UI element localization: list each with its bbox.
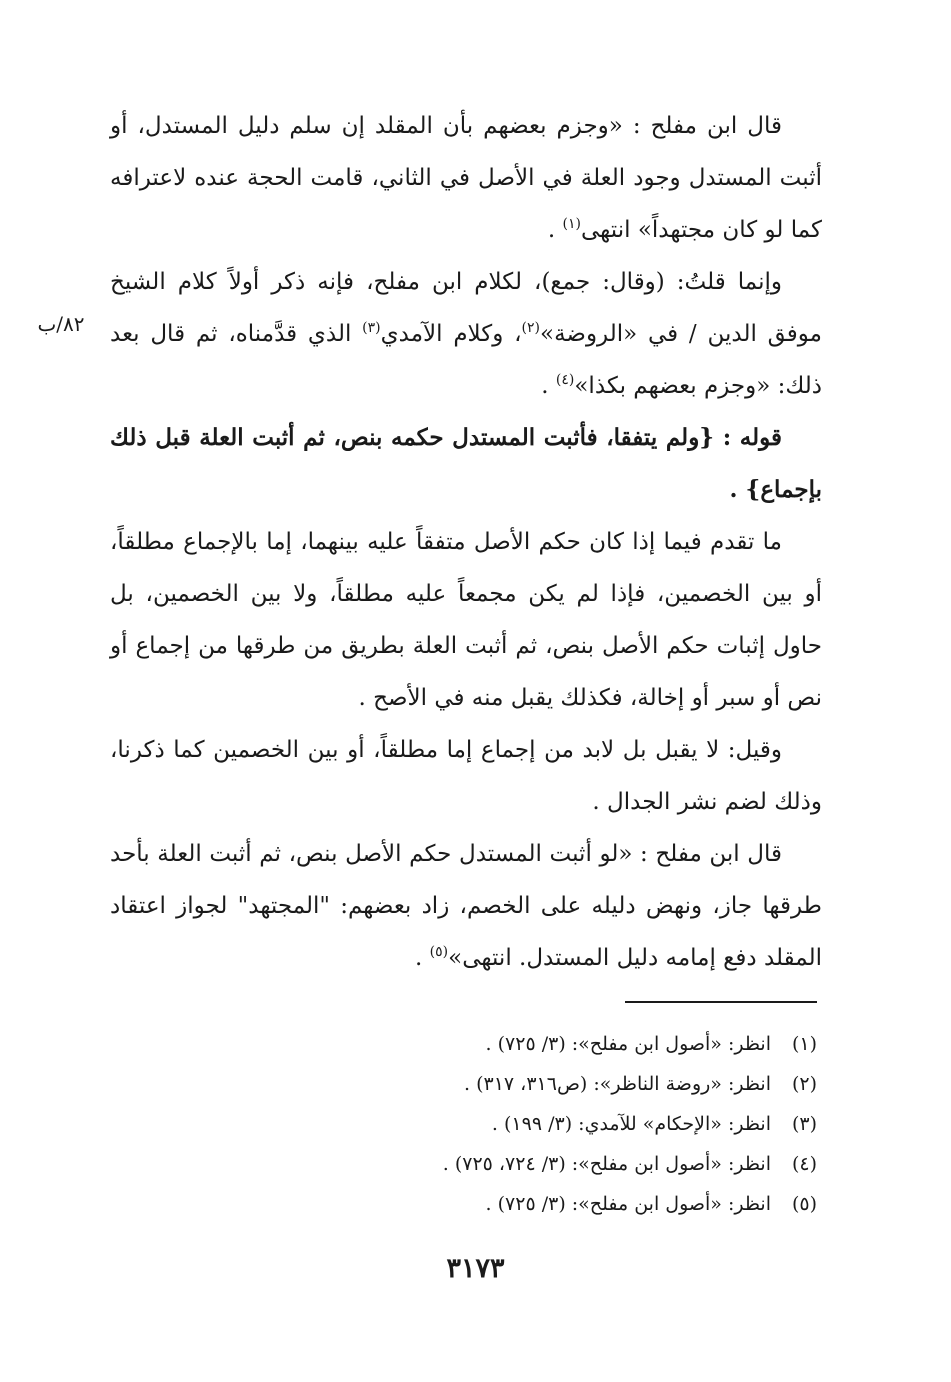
paragraph-2 xyxy=(110,256,822,412)
paragraph-3-quoted-text xyxy=(110,412,822,516)
footnote-ref-2[interactable]: (٢) xyxy=(521,320,541,336)
footnote-text: انظر: «أصول ابن مفلح»: (٣/ ٧٢٥) . xyxy=(485,1033,771,1055)
footnote-number: (٥) xyxy=(791,1193,817,1215)
footnote-divider xyxy=(625,1001,817,1003)
paragraph-3-text: قوله : {ولم يتفقا، فأثبت المستدل حكمه بنص، ثم أثبت العلة قبل ذلك بإجماع} . xyxy=(110,424,822,503)
paragraph-1-end: . xyxy=(547,217,563,243)
footnote-number: (٣) xyxy=(791,1113,817,1135)
footnote-ref-5[interactable]: (٥) xyxy=(429,944,449,960)
footnote-4 xyxy=(300,1144,817,1184)
footnote-2 xyxy=(300,1064,817,1104)
footnote-ref-1[interactable]: (١) xyxy=(562,216,582,232)
footnote-ref-4[interactable]: (٤) xyxy=(555,372,575,388)
footnote-3 xyxy=(300,1104,817,1144)
footnotes-list xyxy=(300,1024,817,1224)
paragraph-6-end: . xyxy=(415,945,430,971)
footnote-text: انظر: «أصول ابن مفلح»: (٣/ ٧٢٤، ٧٢٥) . xyxy=(442,1153,771,1175)
paragraph-1-text: قال ابن مفلح : «وجزم بعضهم بأن المقلد إن سلم دليل المستدل، أو أثبت المستدل وجود العلة في الأصل في الثاني، قامت الحجة عنده لاعترافه كما لو كان مجتهداً» انتهى xyxy=(110,113,822,243)
paragraph-5 xyxy=(110,724,822,828)
paragraph-6 xyxy=(110,828,822,984)
paragraph-2-mid: ، وكلام الآمدي xyxy=(380,321,522,347)
footnote-text: انظر: «الإحكام» للآمدي: (٣/ ١٩٩) . xyxy=(491,1113,771,1135)
manuscript-folio-marker: ٨٢/ب xyxy=(37,312,85,336)
footnote-1 xyxy=(300,1024,817,1064)
paragraph-4-text: ما تقدم فيما إذا كان حكم الأصل متفقاً عليه بينهما، إما بالإجماع مطلقاً، أو بين الخصمين، فإذا لم يكن مجمعاً عليه مطلقاً، ولا بين الخصمين، بل حاول إثبات حكم الأصل بنص، ثم أثبت العلة بطريق من طرقها من إجماع أو نص أو سبر أو إخالة، فكذلك يقبل منه في الأصح . xyxy=(110,529,822,711)
paragraph-6-text: قال ابن مفلح : «لو أثبت المستدل حكم الأصل بنص، ثم أثبت العلة بأحد طرقها جاز، ونهض دليله على الخصم، زاد بعضهم: "المجتهد" لجواز اعتقاد المقلد دفع إمامه دليل المستدل. انتهى» xyxy=(110,841,822,971)
paragraph-2-text: وإنما قلتُ: (وقال: جمع)، لكلام ابن مفلح، فإنه ذكر أولاً كلام الشيخ موفق الدين / في «الروضة» xyxy=(110,269,822,347)
footnote-text: انظر: «أصول ابن مفلح»: (٣/ ٧٢٥) . xyxy=(485,1193,771,1215)
footnote-number: (٤) xyxy=(791,1153,817,1175)
paragraph-2-mid2: الذي قدَّمناه، ثم قال بعد ذلك: «وجزم بعضهم بكذا» xyxy=(110,321,822,399)
footnote-ref-3[interactable]: (٣) xyxy=(362,320,381,336)
paragraph-2-end: . xyxy=(541,373,556,399)
footnote-text: انظر: «روضة الناظر»: (ص٣١٦، ٣١٧) . xyxy=(464,1073,771,1095)
paragraph-5-text: وقيل: لا يقبل بل لابد من إجماع إما مطلقاً، أو بين الخصمين كما ذكرنا، وذلك لضم نشر الجدال . xyxy=(110,737,822,815)
page-number: ٣١٧٣ xyxy=(446,1253,505,1284)
footnote-number: (٢) xyxy=(791,1073,817,1095)
paragraph-4 xyxy=(110,516,822,724)
main-text xyxy=(110,100,822,984)
paragraph-1 xyxy=(110,100,822,256)
footnote-number: (١) xyxy=(791,1033,817,1055)
footnote-5 xyxy=(300,1184,817,1224)
